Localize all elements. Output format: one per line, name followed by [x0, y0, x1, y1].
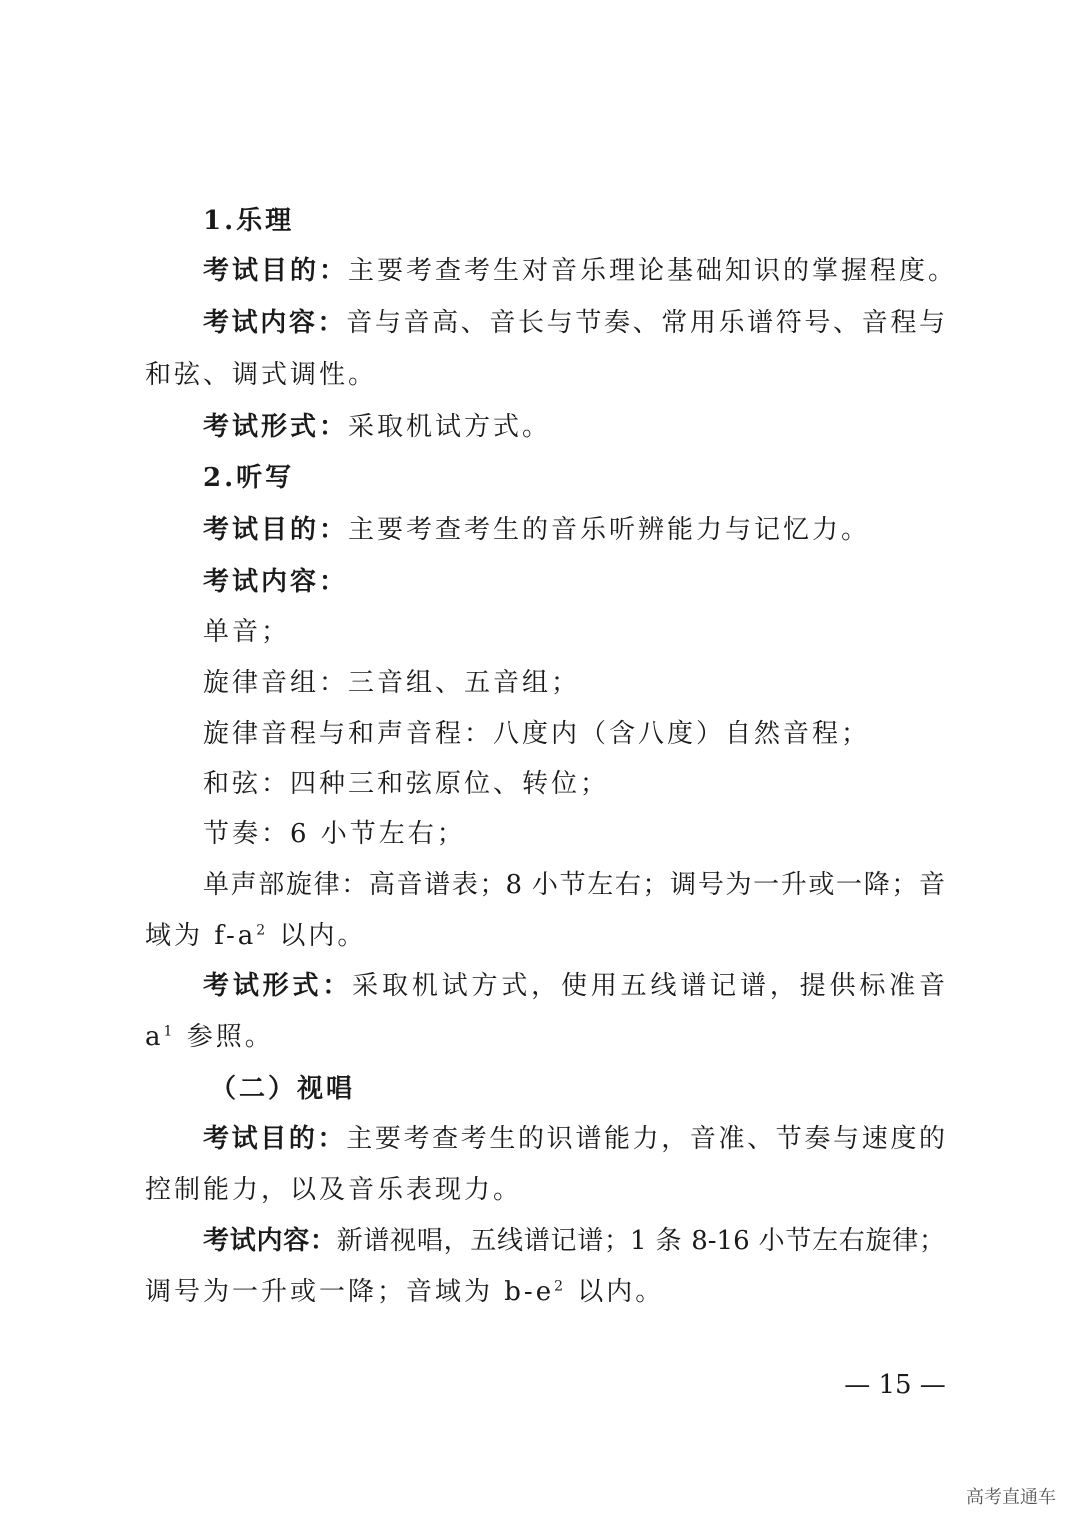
text-post: 以内。 [268, 921, 367, 951]
text-pre: a [145, 1022, 164, 1052]
text: 主要考查考生对音乐理论基础知识的掌握程度。 [348, 256, 958, 286]
text: 控制能力，以及音乐表现力。 [145, 1175, 523, 1205]
superscript: 2 [554, 1278, 567, 1295]
list-item [203, 818, 945, 850]
superscript: 1 [163, 1023, 176, 1040]
paragraph-exam-content [203, 307, 945, 339]
text: 节奏：6 小节左右； [203, 819, 466, 849]
page-number: — 15 — [844, 1370, 946, 1400]
list-item [203, 768, 945, 800]
list-item [203, 667, 945, 699]
text: 主要考查考生的音乐听辨能力与记忆力。 [348, 515, 871, 545]
text: 采取机试方式，使用五线谱记谱，提供标准音 [352, 971, 945, 1001]
text-pre: 调号为一升或一降；音域为 b-e [145, 1277, 555, 1307]
text: 和弦、调式调性。 [145, 360, 378, 390]
paragraph-exam-content [203, 566, 945, 598]
list-item [203, 616, 945, 648]
paragraph-exam-format [203, 411, 945, 443]
watermark: 高考直通车 [966, 1487, 1056, 1508]
label: 考试内容： [203, 308, 347, 338]
text-post: 参照。 [175, 1022, 274, 1052]
label: 考试内容： [203, 1226, 337, 1256]
label: 考试目的： [203, 1124, 347, 1154]
text: 新谱视唱，五线谱记谱；1 条 8-16 小节左右旋律； [336, 1226, 945, 1256]
paragraph-continuation [145, 1021, 945, 1053]
heading-text: 1.乐理 [203, 206, 295, 236]
label: 考试形式： [203, 971, 353, 1001]
list-item [203, 718, 945, 750]
text: 单声部旋律：高音谱表；8 小节左右；调号为一升或一降；音 [203, 870, 945, 900]
paragraph-continuation [145, 359, 945, 391]
text: 音与音高、音长与节奏、常用乐谱符号、音程与 [346, 308, 945, 338]
text: 采取机试方式。 [348, 412, 552, 442]
text: 旋律音组：三音组、五音组； [203, 668, 581, 698]
heading-text: （二）视唱 [210, 1074, 356, 1104]
text: 旋律音程与和声音程：八度内（含八度）自然音程； [203, 719, 871, 749]
section-heading-dictation [203, 462, 945, 494]
text: 和弦：四种三和弦原位、转位； [203, 769, 610, 799]
paragraph-exam-purpose [203, 1123, 945, 1155]
paragraph-continuation [145, 1174, 945, 1206]
text-post: 以内。 [566, 1277, 665, 1307]
label: 考试目的： [203, 515, 349, 545]
text-pre: 域为 f-a [145, 921, 257, 951]
text: 主要考查考生的识谱能力，音准、节奏与速度的 [346, 1124, 945, 1154]
paragraph-continuation [145, 920, 945, 952]
section-heading-sight-singing [210, 1073, 952, 1105]
section-heading-music-theory [203, 205, 945, 237]
paragraph-continuation [145, 1276, 945, 1308]
text: 单音； [203, 617, 291, 647]
label: 考试内容： [203, 567, 349, 597]
label: 考试形式： [203, 412, 349, 442]
paragraph-exam-purpose [203, 514, 945, 546]
paragraph-exam-format [203, 970, 945, 1002]
superscript: 2 [256, 922, 269, 939]
paragraph-exam-content [203, 1225, 945, 1257]
paragraph-exam-purpose [203, 255, 958, 287]
list-item [203, 869, 945, 901]
label: 考试目的： [203, 256, 349, 286]
heading-text: 2.听写 [203, 463, 295, 493]
